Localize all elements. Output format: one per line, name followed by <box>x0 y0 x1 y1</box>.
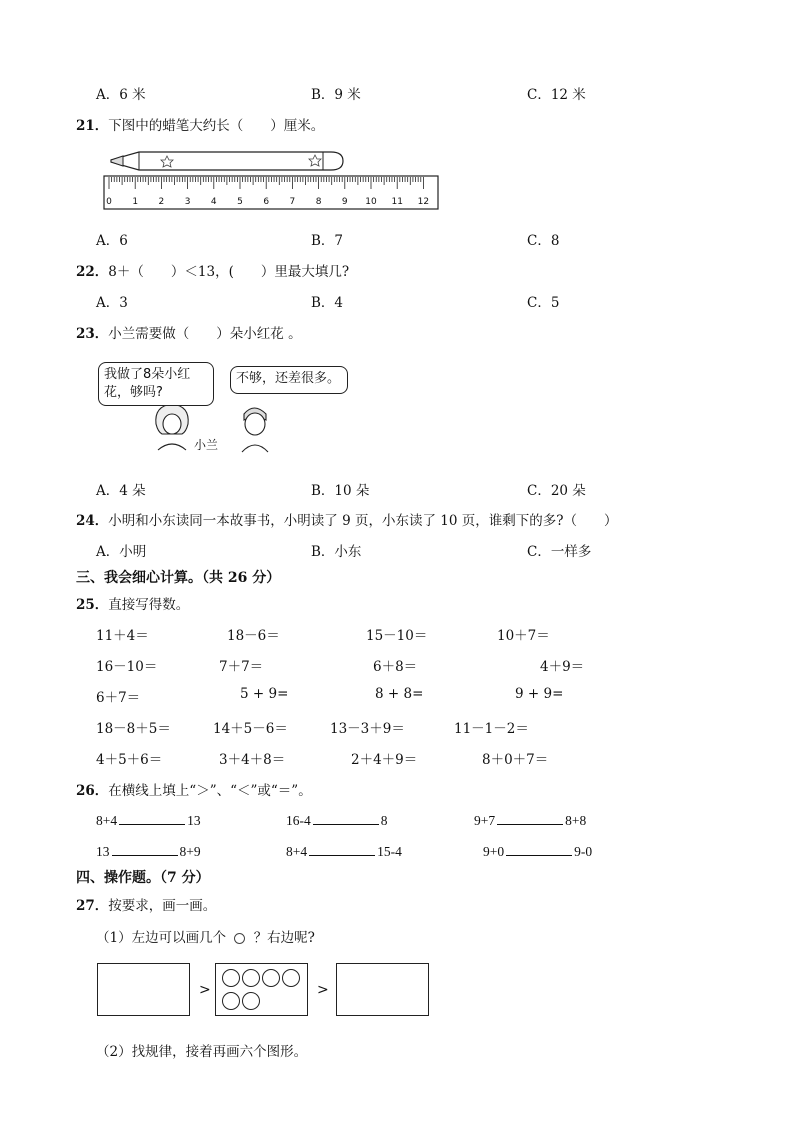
calc-item: 3＋4＋8＝ <box>219 752 286 768</box>
ruler-label: 6 <box>263 197 270 207</box>
question-text: 直接写得数。 <box>108 597 190 613</box>
question-25 <box>76 593 189 613</box>
calc-item: 8 + 8= <box>375 686 424 702</box>
compare-item <box>286 843 402 860</box>
question-26 <box>76 779 312 799</box>
calc-item: 15－10＝ <box>366 628 428 644</box>
crayon-icon <box>111 152 343 170</box>
compare-right: 9-0 <box>574 844 593 859</box>
question-text: 8＋（ ）＜13，( ）里最大填几? <box>108 264 350 280</box>
question-text: 按要求，画一画。 <box>108 898 217 914</box>
greater-than-symbol-2: > <box>317 982 329 998</box>
answer-blank[interactable] <box>309 843 375 856</box>
question-number: 26． <box>76 783 109 799</box>
question-number: 27． <box>76 898 109 914</box>
calc-item: 6＋8＝ <box>373 659 418 675</box>
question-number: 25． <box>76 597 109 613</box>
compare-right: 8 <box>380 813 388 828</box>
q20-option-a: A．6 米 <box>96 87 146 103</box>
question-21 <box>76 114 324 134</box>
compare-item <box>96 812 201 829</box>
circle-icon <box>262 969 280 987</box>
answer-blank[interactable] <box>112 843 178 856</box>
answer-blank[interactable] <box>313 812 379 825</box>
answer-blank[interactable] <box>119 812 185 825</box>
q23-option-c: C．20 朵 <box>527 483 586 499</box>
q20-option-c: C．12 米 <box>527 87 586 103</box>
q27-sub1 <box>96 926 315 946</box>
greater-than-symbol-1: > <box>199 982 211 998</box>
answer-blank[interactable] <box>506 843 572 856</box>
calc-item: 10＋7＝ <box>497 628 550 644</box>
ruler-label: 4 <box>210 197 217 207</box>
calc-item: 5 + 9= <box>240 686 289 702</box>
ruler-label: 8 <box>315 197 322 207</box>
boy-icon <box>242 408 268 452</box>
calc-item: 13－3＋9＝ <box>330 721 405 737</box>
bubble-right-text: 不够，还差很多。 <box>236 371 341 386</box>
ruler-label: 9 <box>341 197 348 207</box>
q21-option-b: B．7 <box>311 233 344 249</box>
calc-item: 11－1－2＝ <box>454 721 529 737</box>
ruler-label: 10 <box>365 197 377 207</box>
bubble-left-line-2: 花，够吗? <box>104 385 163 400</box>
question-number: 24． <box>76 513 109 529</box>
question-number: 23． <box>76 326 109 342</box>
calc-item: 16－10＝ <box>96 659 158 675</box>
girl-label: 小兰 <box>194 438 219 452</box>
calc-item: 18－8＋5＝ <box>96 721 171 737</box>
q22-option-a: A．3 <box>96 295 128 311</box>
sub1-text-b: ？右边呢? <box>253 930 315 946</box>
q24-option-a: A．小明 <box>96 544 147 560</box>
calc-item: 8＋0＋7＝ <box>482 752 549 768</box>
ruler-label: 12 <box>417 197 430 207</box>
question-23 <box>76 322 302 342</box>
question-24 <box>76 509 617 529</box>
question-text: 小兰需要做（ ）朵小红花 。 <box>108 326 302 342</box>
calc-item: 6＋7＝ <box>96 690 141 706</box>
compare-left: 9+0 <box>483 844 505 859</box>
middle-circles-box <box>215 963 308 1016</box>
question-number: 22． <box>76 264 109 280</box>
ruler-label: 0 <box>106 197 112 207</box>
circle-icon <box>222 992 240 1010</box>
ruler-label: 11 <box>391 197 403 207</box>
ruler-label: 1 <box>132 197 139 207</box>
ruler-label: 2 <box>158 197 165 207</box>
answer-blank[interactable] <box>497 812 563 825</box>
crayon-ruler-figure <box>103 146 439 210</box>
section-3-heading: 三、我会细心计算。（共 26 分） <box>76 570 281 586</box>
speech-bubble-left <box>98 362 214 406</box>
compare-item <box>286 812 388 829</box>
compare-right: 8+8 <box>565 813 587 828</box>
calc-item: 11＋4＝ <box>96 628 149 644</box>
compare-right: 13 <box>187 813 201 828</box>
circle-icon <box>282 969 300 987</box>
ruler-label: 7 <box>289 197 296 207</box>
circle-icon <box>242 969 260 987</box>
question-text: 下图中的蜡笔大约长（ ）厘米。 <box>108 118 325 134</box>
calc-item: 9 + 9= <box>515 686 564 702</box>
q22-option-c: C．5 <box>527 295 560 311</box>
compare-left: 13 <box>96 844 110 859</box>
crayon-ruler-image <box>103 146 439 210</box>
ruler-label: 3 <box>184 197 191 207</box>
compare-item <box>96 843 201 860</box>
question-number: 21． <box>76 118 109 134</box>
calc-item: 18－6＝ <box>227 628 280 644</box>
calc-item: 2＋4＋9＝ <box>351 752 418 768</box>
right-drawing-box[interactable] <box>336 963 429 1016</box>
calc-item: 14＋5－6＝ <box>213 721 288 737</box>
ruler-label: 5 <box>237 197 243 207</box>
q23-illustration <box>96 358 346 454</box>
circle-icon <box>234 933 245 944</box>
q24-option-c: C．一样多 <box>527 544 592 560</box>
question-27 <box>76 894 216 914</box>
compare-right: 15-4 <box>377 844 402 859</box>
q22-option-b: B．4 <box>311 295 344 311</box>
q23-option-a: A．4 朵 <box>96 483 146 499</box>
q20-option-b: B．9 米 <box>311 87 361 103</box>
speech-bubble-right <box>230 366 348 394</box>
compare-item <box>483 843 592 860</box>
sub1-text-a: （1）左边可以画几个 <box>96 930 227 946</box>
q24-option-b: B．小东 <box>311 544 362 560</box>
bubble-left-line-1: 我做了8朵小红 <box>104 367 191 382</box>
circle-icon <box>242 992 260 1010</box>
compare-left: 9+7 <box>474 813 496 828</box>
compare-left: 8+4 <box>286 844 308 859</box>
question-text: 小明和小东读同一本故事书，小明读了 9 页，小东读了 10 页，谁剩下的多?（ ） <box>108 513 618 529</box>
circle-icon <box>222 969 240 987</box>
question-text: 在横线上填上“＞”、“＜”或“＝”。 <box>108 783 312 799</box>
left-drawing-box[interactable] <box>97 963 190 1016</box>
compare-left: 8+4 <box>96 813 118 828</box>
calc-item: 4＋5＋6＝ <box>96 752 163 768</box>
compare-item <box>474 812 586 829</box>
compare-left: 16-4 <box>286 813 311 828</box>
calc-item: 4＋9＝ <box>540 659 585 675</box>
question-22 <box>76 260 349 280</box>
calc-item: 7＋7＝ <box>219 659 264 675</box>
q21-option-a: A．6 <box>96 233 128 249</box>
section-4-heading: 四、操作题。（7 分） <box>76 870 210 886</box>
q27-sub2: （2）找规律，接着再画六个图形。 <box>96 1044 308 1060</box>
compare-right: 8+9 <box>179 844 201 859</box>
girl-icon <box>156 404 188 450</box>
q21-option-c: C．8 <box>527 233 560 249</box>
q23-option-b: B．10 朵 <box>311 483 370 499</box>
